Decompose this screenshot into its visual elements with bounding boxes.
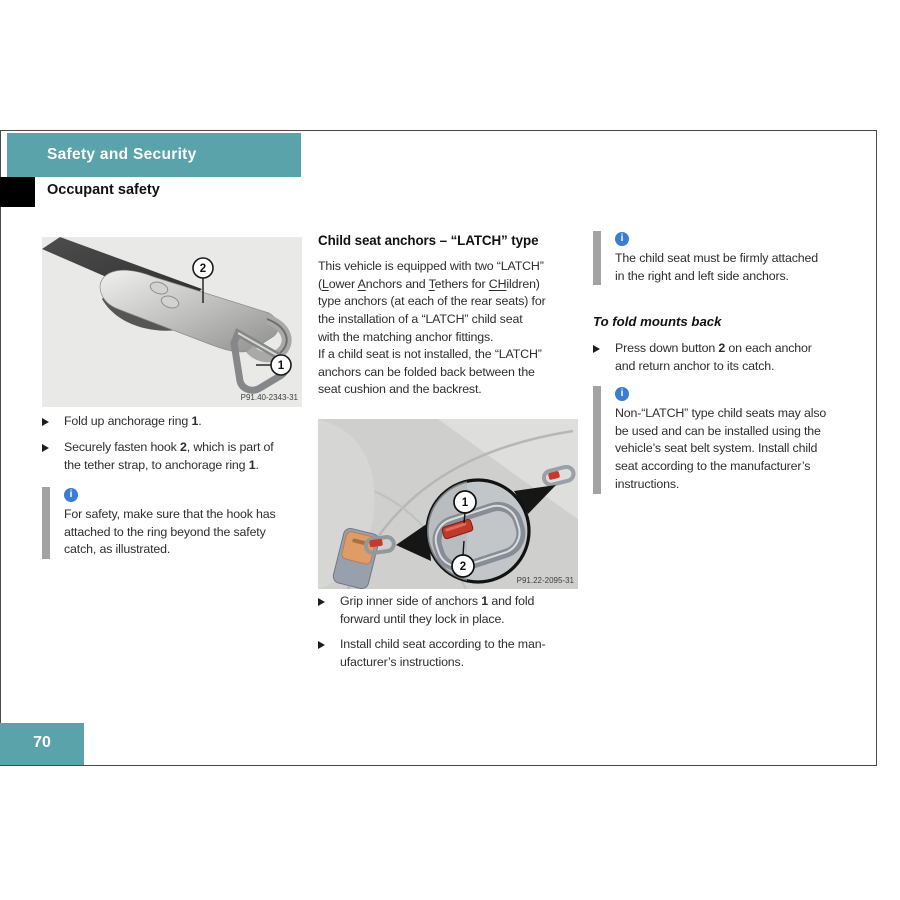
instruction-bullet (593, 340, 855, 375)
bullet-arrow-icon (593, 340, 615, 375)
bullet-text: Install child seat according to the man- ufacturer’s instructions. (340, 637, 546, 669)
figure-tether-hook (42, 237, 302, 407)
bullet-arrow-icon (318, 636, 340, 671)
callout-leader (464, 513, 465, 523)
page-number-box (0, 723, 84, 765)
note-text: For safety, make sure that the hook has attached to the ring beyond the safety catch, as illustrated. (64, 507, 276, 557)
bullet-text: Press down button 2 on each anchor and return anchor to its catch. (615, 341, 812, 373)
callout-1-label: 1 (461, 497, 469, 509)
info-icon: i (615, 232, 629, 246)
bullet-arrow-icon (42, 413, 64, 431)
callout-1-label: 1 (277, 360, 285, 372)
note-text: Non-“LATCH” type child seats may also be used and can be installed using the vehicle’s seat belt system. Install child seat according to the manufacturer’s instructions. (615, 406, 827, 491)
callout-2-label: 2 (459, 561, 467, 573)
info-note (42, 487, 302, 559)
page-number: 70 (33, 734, 51, 751)
section-title: Safety and Security (47, 146, 197, 163)
info-icon: i (64, 488, 78, 502)
bullet-arrow-icon (42, 439, 64, 474)
paragraph: This vehicle is equipped with two “LATCH” (Lower Anchors and Tethers for CHildren) type anchors (at each of the rear seats) for the installation of a “LATCH” child seat with the matching anchor fittings. (318, 259, 546, 344)
instruction-bullet (318, 593, 584, 628)
callout-leader (463, 541, 464, 555)
info-note (593, 386, 859, 494)
figure-latch-anchors (318, 419, 578, 589)
subsection-title: Occupant safety (47, 182, 160, 198)
bullet-text: Fold up anchorage ring 1. (64, 414, 202, 428)
bullet-text: Securely fasten hook 2, which is part of the tether strap, to anchorage ring 1. (64, 440, 274, 472)
article-heading: Child seat anchors – “LATCH” type (318, 233, 539, 248)
instruction-bullet (318, 636, 584, 671)
section-header-bar (7, 133, 301, 177)
bullet-arrow-icon (318, 593, 340, 628)
subheading: To fold mounts back (593, 314, 722, 329)
callout-2-label: 2 (199, 263, 207, 275)
info-icon: i (615, 387, 629, 401)
instruction-bullet (42, 413, 304, 431)
note-text: The child seat must be firmly attached in the right and left side anchors. (615, 251, 818, 283)
instruction-bullet (42, 439, 304, 474)
bullet-text: Grip inner side of anchors 1 and fold forward until they lock in place. (340, 594, 535, 626)
figure-code: P91.22-2095-31 (516, 576, 574, 585)
paragraph: If a child seat is not installed, the “LATCH” anchors can be folded back between the seat cushion and the backrest. (318, 347, 542, 397)
section-index-tab (0, 177, 35, 207)
info-note (593, 231, 859, 285)
figure-code: P91.40-2343-31 (240, 393, 298, 402)
